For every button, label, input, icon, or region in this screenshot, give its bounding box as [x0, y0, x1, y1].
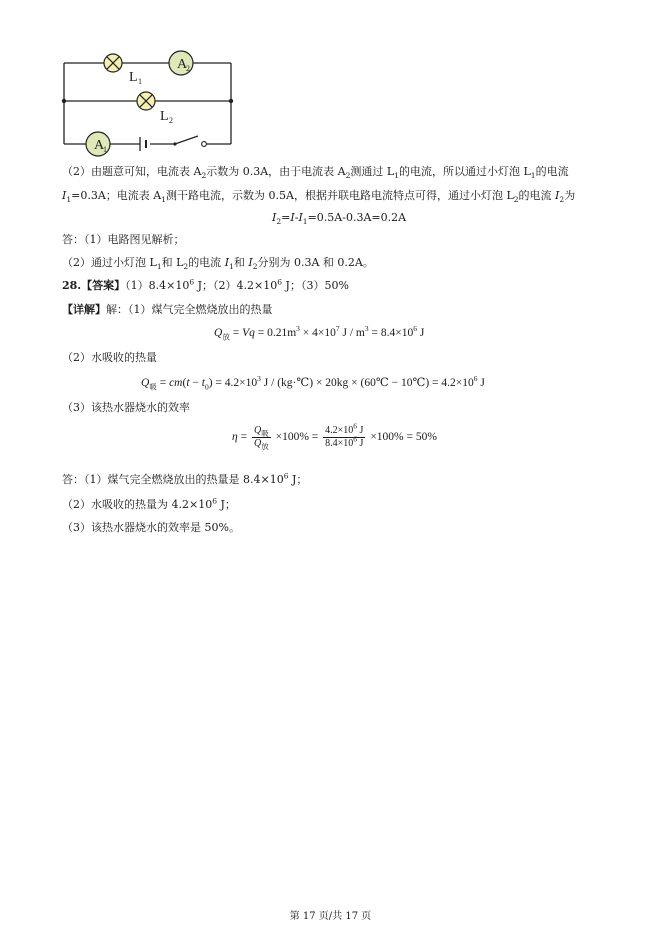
ammeter-a1-letter: A	[94, 138, 105, 153]
lamp-l2-label-sub: 2	[169, 116, 173, 125]
p28-answer-header: 28.【答案】$(1)8.4\times 10^6$ J；$(2)4.2\times 10^6$ J；（3）50%	[62, 277, 349, 292]
efficiency-fraction-symbolic: $\frac{Q_吸}{Q_放}$	[253, 425, 269, 451]
circuit-diagram	[0, 0, 661, 160]
lamp-l2-label: L	[160, 109, 169, 124]
page-footer: 第 17 页/共 17 页	[289, 911, 372, 922]
lamp-l1-label: L	[129, 70, 138, 85]
ammeter-a1-sub: 1	[103, 145, 107, 154]
p28-step3-label: （3）该热水器烧水的效率	[62, 401, 190, 414]
lamp-l1-icon	[104, 54, 122, 72]
p28-equation-heat-absorbed: $Q_吸 = cm(t - t_0) = 4.2\times 10^3$ J / (kg·℃) × 20kg × (60℃ − 10℃) = $4.2\times 10^6$ J	[141, 374, 485, 392]
ammeter-a1-icon	[86, 132, 110, 156]
p28-answer3: （3）该热水器烧水的效率是 50%。	[62, 521, 240, 534]
ammeter-a2-sub: 2	[186, 64, 190, 73]
ammeter-a2-icon	[169, 51, 193, 75]
p27-part2-line1: （2）由题意可知，电流表 $A_2$示数为 0.3A，由于电流表 $A_2$测通过 $L_1$的电流，所以通过小灯泡 $L_1$的电流	[62, 165, 569, 181]
p27-answer2: （2）通过小灯泡 $L_1$和 $L_2$的电流 $I_1$和 $I_2$分别为 0.3A 和 0.2A。	[62, 256, 374, 272]
p27-part2-result: $I_2=I-I_1=0.5A-0.3A=0.2A$	[272, 211, 407, 227]
lamp-l2-icon	[137, 92, 155, 110]
p28-answer1: 答：（1）煤气完全燃烧放出的热量是 $8.4\times 10^6$ J；	[62, 471, 308, 486]
lamp-l1-label-sub: 1	[138, 77, 142, 86]
p28-equation-heat-released: $Q_放 = Vq = 0.21m^3 \times 4\times 10^7$ $J / m^3 = 8.4\times 10^6$ J	[214, 324, 425, 342]
p28-equation-efficiency: η = $\frac{Q_吸}{Q_放}$ ×100% = $\frac{4.2\times 10^6 J}{8.4\times 10^6 J}$ ×100% = 50%	[232, 421, 437, 451]
p27-part2-line2: $I_1=0.3A$；电流表 $A_1$测干路电流，示数为 0.5A，根据并联电路电流特点可得，通过小灯泡 $L_2$的电流 $I_2$为	[62, 189, 576, 205]
ammeter-a2-letter: A	[177, 57, 188, 72]
p27-answer1: 答：（1）电路图见解析；	[62, 233, 185, 246]
p28-step2-label: （2）水吸收的热量	[62, 351, 157, 364]
p28-answer2: （2）水吸收的热量为 $4.2\times 10^6$ J；	[62, 496, 236, 511]
p28-detail-intro: 【详解】解：（1）煤气完全燃烧放出的热量	[62, 303, 273, 316]
efficiency-fraction-numeric: $\frac{4.2\times 10^6 J}{8.4\times 10^6 J}$	[325, 421, 364, 449]
